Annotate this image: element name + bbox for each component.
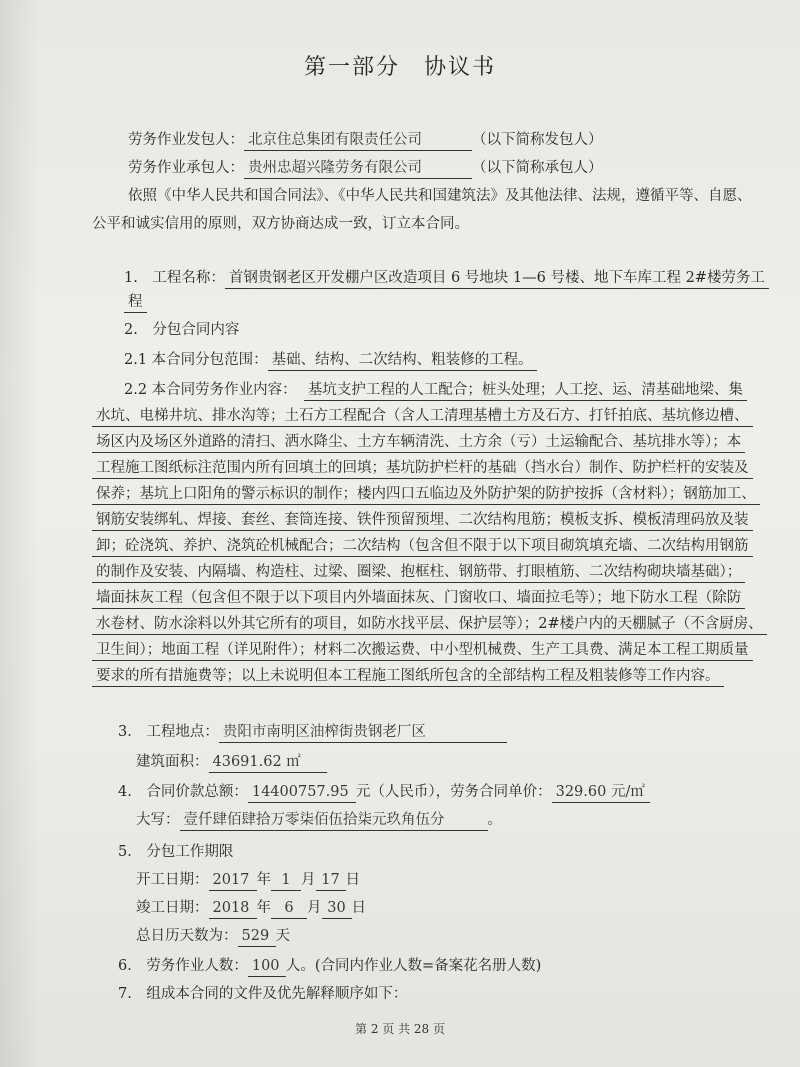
item1-line (124, 268, 769, 289)
item4-line (118, 782, 650, 803)
item4-caps-label: 大写： (136, 812, 180, 828)
item4-caps-line (136, 810, 502, 831)
total-days-label: 总日历天数为： (136, 928, 238, 944)
item4-caps-end: 。 (487, 812, 502, 828)
item1-value: 首钢贵钢老区开发棚户区改造项目 6 号地块 1—6 号楼、地下车库工程 2#楼劳务工 (225, 268, 769, 289)
item2-2-text-8: 墙面抹灰工程（包含但不限于以下项目内外墙面抹灰、门窗收口、墙面拉毛等）；地下防水工程（除防 (92, 588, 745, 609)
area-line (136, 752, 327, 773)
item2-2-label: 2.2 本合同劳务作业内容： (124, 382, 290, 398)
item1-label: 1. 工程名称： (124, 270, 225, 286)
intro-line-1: 依照《中华人民共和国合同法》、《中华人民共和国建筑法》及其他法律、法规，遵循平等、自愿、 (128, 188, 752, 204)
item6-label: 6. 劳务作业人数： (118, 958, 248, 974)
start-date-label: 开工日期： (136, 872, 209, 888)
page-title: 第一部分 协议书 (303, 55, 496, 80)
start-month: 1 (271, 870, 301, 891)
item2-2-text-10: 卫生间）；地面工程（详见附件）；材料二次搬运费、中小型机械费、生产工具费、满足本工程工期质量 (92, 640, 753, 661)
item2-2-text-11: 要求的所有措施费等；以上未说明但本工程施工图纸所包含的全部结构工程及粗装修等工作内容。 (92, 666, 724, 687)
day-char: 日 (351, 900, 366, 916)
employer-note: （以下简称发包人） (472, 132, 603, 148)
area-label: 建筑面积： (136, 754, 209, 770)
page-number: 第 2 页 共 28 页 (355, 1022, 445, 1036)
item4-caps-value: 壹仟肆佰肆拾万零柒佰伍拾柒元玖角伍分 (180, 810, 488, 831)
item2-1-line (124, 350, 537, 371)
item4-label: 4. 合同价款总额： (118, 784, 248, 800)
item4-unit-price: 329.60 元/㎡ (552, 782, 650, 803)
end-date-line (136, 898, 366, 919)
item6-value: 100 (248, 956, 286, 977)
employer-label: 劳务作业发包人： (128, 132, 244, 148)
area-value: 43691.62 ㎡ (209, 752, 327, 773)
item6-note: 人。(合同内作业人数=备案花名册人数) (285, 958, 542, 974)
item2-2-text-1: 水坑、电梯井坑、排水沟等；土石方工程配合（含人工清理基槽土方及石方、打钎拍底、基坑修边槽、 (92, 406, 753, 427)
item3-value: 贵阳市南明区油榨街贵钢老厂区 (219, 722, 507, 743)
month-char: 月 (301, 872, 316, 888)
contractor-value: 贵州忠超兴隆劳务有限公司 (244, 158, 472, 179)
item2-1-value: 基础、结构、二次结构、粗装修的工程。 (268, 350, 537, 371)
item2-2-text-0: 基坑支护工程的人工配合；桩头处理；人工挖、运、清基础地梁、集 (304, 380, 747, 401)
year-char: 年 (256, 872, 271, 888)
start-day: 17 (316, 870, 346, 891)
total-days-unit: 天 (275, 928, 290, 944)
item2-heading: 2. 分包合同内容 (124, 322, 240, 338)
year-char: 年 (256, 900, 271, 916)
item1-value-2: 程 (124, 292, 147, 313)
item2-2-text-2: 场区内及场区外道路的清扫、洒水降尘、土方车辆清洗、土方余（亏）土运输配合、基坑排水等）；本 (92, 432, 745, 453)
item4-total-unit: 元（人民币），劳务合同单价： (355, 784, 552, 800)
item5-heading: 5. 分包工作期限 (118, 844, 234, 860)
item1-line-2 (124, 292, 147, 313)
employer-value: 北京住总集团有限责任公司 (244, 130, 472, 151)
intro-line-2: 公平和诚实信用的原则，双方协商达成一致，订立本合同。 (92, 216, 469, 232)
end-year: 2018 (209, 898, 257, 919)
contractor-line (128, 158, 603, 179)
contractor-note: （以下简称承包人） (472, 160, 603, 176)
item2-1-label: 2.1 本合同分包范围： (124, 352, 268, 368)
item2-2-text-6: 卸；砼浇筑、养护、浇筑砼机械配合；二次结构（包含但不限于以下项目砌筑填充墙、二次结构用钢筋 (92, 536, 753, 557)
end-month: 6 (271, 898, 307, 919)
start-date-line (136, 870, 360, 891)
day-char: 日 (345, 872, 360, 888)
item7-heading: 7. 组成本合同的文件及优先解释顺序如下： (118, 986, 408, 1002)
start-year: 2017 (209, 870, 257, 891)
item2-2-text-9: 水卷材、防水涂料以外其它所有的项目，如防水找平层、保护层等）；2#楼户内的天棚腻子（不含厨房、 (92, 614, 767, 635)
item2-2-text-7: 的制作及安装、内隔墙、构造柱、过梁、圈梁、抱框柱、钢筋带、打眼植筋、二次结构砌块墙基础）； (92, 562, 745, 583)
item2-2-text-4: 保养；基坑上口阳角的警示标识的制作；楼内四口五临边及外防护架的防护按拆（含材料）；钢筋加工、 (92, 484, 760, 505)
page-shadow (0, 0, 40, 1067)
contractor-label: 劳务作业承包人： (128, 160, 244, 176)
item2-2-text-3: 工程施工图纸标注范围内所有回填土的回填；基坑防护栏杆的基础（挡水台）制作、防护栏杆的安装及 (92, 458, 753, 479)
month-char: 月 (307, 900, 322, 916)
end-date-label: 竣工日期： (136, 900, 209, 916)
end-day: 30 (322, 898, 352, 919)
total-days-line (136, 926, 290, 947)
item2-2-text-5: 钢筋安装绑轧、焊接、套丝、套筒连接、铁件预留预埋、二次结构甩筋；模板支拆、模板清理码放及装 (92, 510, 753, 531)
item2-2-line-0 (124, 380, 747, 401)
item3-label: 3. 工程地点： (118, 724, 219, 740)
item3-line (118, 722, 507, 743)
item4-total: 14400757.95 (248, 782, 356, 803)
employer-line (128, 130, 603, 151)
item6-line (118, 956, 541, 977)
total-days-value: 529 (238, 926, 276, 947)
